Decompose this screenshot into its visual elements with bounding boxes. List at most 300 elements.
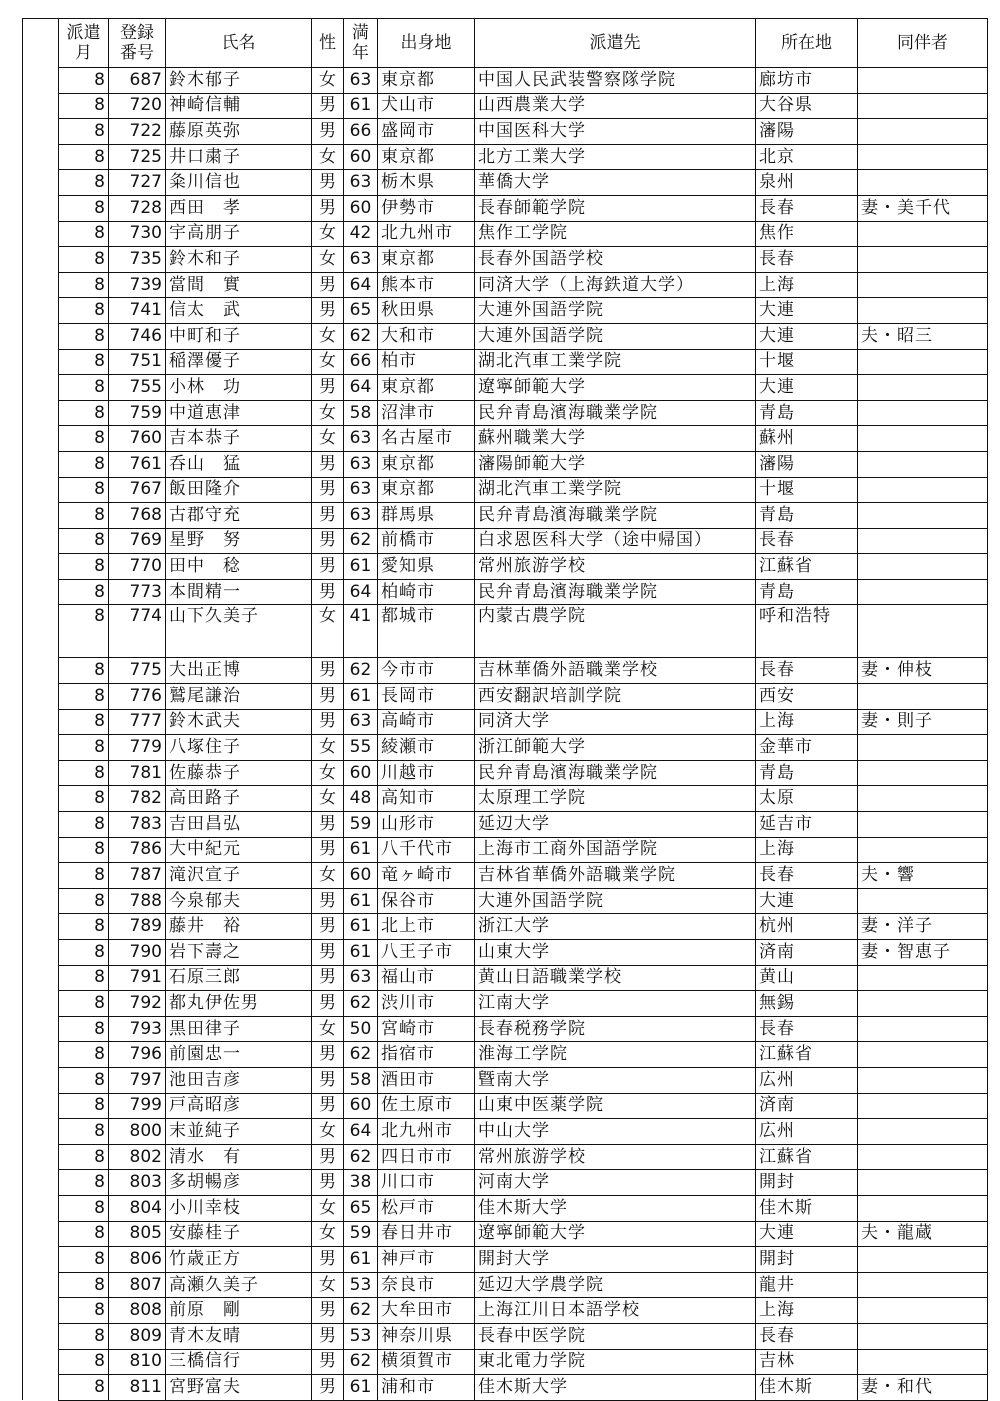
header-age bbox=[344, 19, 378, 68]
cell-companion: 妻・智恵子 bbox=[858, 940, 988, 966]
cell-sex: 男 bbox=[312, 812, 344, 838]
cell-origin: 横須賀市 bbox=[378, 1349, 475, 1375]
cell-month: 8 bbox=[59, 991, 109, 1017]
cell-destination: 佳木斯大学 bbox=[475, 1195, 756, 1221]
table-row bbox=[23, 1298, 988, 1324]
table-row bbox=[23, 272, 988, 298]
cell-companion bbox=[858, 93, 988, 119]
table-row bbox=[23, 375, 988, 401]
margin-cell bbox=[23, 1042, 59, 1068]
cell-month: 8 bbox=[59, 760, 109, 786]
cell-sex: 女 bbox=[312, 426, 344, 452]
table-row bbox=[23, 709, 988, 735]
cell-companion bbox=[858, 1195, 988, 1221]
table-row bbox=[23, 579, 988, 605]
cell-name: 神崎信輔 bbox=[166, 93, 312, 119]
cell-location: 龍井 bbox=[756, 1272, 858, 1298]
table-row bbox=[23, 888, 988, 914]
cell-reg-no: 760 bbox=[109, 426, 166, 452]
cell-reg-no: 769 bbox=[109, 528, 166, 554]
cell-month: 8 bbox=[59, 1016, 109, 1042]
cell-reg-no: 728 bbox=[109, 195, 166, 221]
table-row bbox=[23, 298, 988, 324]
cell-destination: 華僑大学 bbox=[475, 170, 756, 196]
cell-sex: 男 bbox=[312, 1323, 344, 1349]
cell-origin: 東京都 bbox=[378, 375, 475, 401]
cell-location: 長春 bbox=[756, 658, 858, 684]
table-row bbox=[23, 1195, 988, 1221]
table-row bbox=[23, 735, 988, 761]
cell-sex: 男 bbox=[312, 888, 344, 914]
cell-reg-no: 810 bbox=[109, 1349, 166, 1375]
cell-sex: 男 bbox=[312, 940, 344, 966]
cell-location: 廊坊市 bbox=[756, 68, 858, 94]
table-row bbox=[23, 93, 988, 119]
margin-cell bbox=[23, 1323, 59, 1349]
cell-sex: 女 bbox=[312, 349, 344, 375]
cell-reg-no: 788 bbox=[109, 888, 166, 914]
cell-name: 多胡暢彦 bbox=[166, 1170, 312, 1196]
header-destination: 派遣先 bbox=[475, 19, 756, 68]
cell-origin: 秋田県 bbox=[378, 298, 475, 324]
margin-cell bbox=[23, 991, 59, 1017]
cell-sex: 男 bbox=[312, 1349, 344, 1375]
cell-month: 8 bbox=[59, 298, 109, 324]
cell-month: 8 bbox=[59, 323, 109, 349]
cell-destination: 中国医科大学 bbox=[475, 119, 756, 145]
cell-sex: 男 bbox=[312, 1298, 344, 1324]
cell-name: 藤井 裕 bbox=[166, 914, 312, 940]
margin-cell bbox=[23, 195, 59, 221]
cell-age: 60 bbox=[344, 863, 378, 889]
cell-reg-no: 783 bbox=[109, 812, 166, 838]
cell-sex: 女 bbox=[312, 760, 344, 786]
cell-reg-no: 770 bbox=[109, 554, 166, 580]
cell-origin: 川口市 bbox=[378, 1170, 475, 1196]
margin-cell bbox=[23, 605, 59, 658]
cell-month: 8 bbox=[59, 837, 109, 863]
cell-age: 62 bbox=[344, 1298, 378, 1324]
cell-reg-no: 787 bbox=[109, 863, 166, 889]
cell-companion bbox=[858, 579, 988, 605]
cell-reg-no: 773 bbox=[109, 579, 166, 605]
cell-age: 62 bbox=[344, 528, 378, 554]
cell-origin: 群馬県 bbox=[378, 503, 475, 529]
cell-companion bbox=[858, 888, 988, 914]
cell-reg-no: 751 bbox=[109, 349, 166, 375]
cell-destination: 常州旅游学校 bbox=[475, 554, 756, 580]
cell-destination: 湖北汽車工業学院 bbox=[475, 477, 756, 503]
cell-destination: 上海市工商外国語学院 bbox=[475, 837, 756, 863]
header-row bbox=[23, 19, 988, 68]
cell-destination: 長春師範学院 bbox=[475, 195, 756, 221]
cell-location: 延吉市 bbox=[756, 812, 858, 838]
header-month bbox=[59, 19, 109, 68]
cell-name: 宮野富夫 bbox=[166, 1375, 312, 1401]
table-row bbox=[23, 605, 988, 658]
cell-destination: 大連外国語学院 bbox=[475, 888, 756, 914]
cell-age: 64 bbox=[344, 272, 378, 298]
table-row bbox=[23, 144, 988, 170]
cell-origin: 栃木県 bbox=[378, 170, 475, 196]
cell-reg-no: 725 bbox=[109, 144, 166, 170]
cell-sex: 男 bbox=[312, 554, 344, 580]
cell-month: 8 bbox=[59, 812, 109, 838]
cell-age: 58 bbox=[344, 1067, 378, 1093]
cell-companion bbox=[858, 247, 988, 273]
cell-month: 8 bbox=[59, 940, 109, 966]
cell-origin: 長岡市 bbox=[378, 684, 475, 710]
cell-location: 瀋陽 bbox=[756, 451, 858, 477]
cell-month: 8 bbox=[59, 735, 109, 761]
cell-destination: 吉林省華僑外語職業学院 bbox=[475, 863, 756, 889]
margin-cell bbox=[23, 1298, 59, 1324]
cell-destination: 東北電力学院 bbox=[475, 1349, 756, 1375]
margin-cell bbox=[23, 1067, 59, 1093]
cell-destination: 同済大学（上海鉄道大学） bbox=[475, 272, 756, 298]
cell-location: 大連 bbox=[756, 323, 858, 349]
margin-cell bbox=[23, 940, 59, 966]
cell-name: 信太 武 bbox=[166, 298, 312, 324]
cell-name: 岩下壽之 bbox=[166, 940, 312, 966]
margin-cell bbox=[23, 709, 59, 735]
cell-origin: 伊勢市 bbox=[378, 195, 475, 221]
cell-location: 太原 bbox=[756, 786, 858, 812]
header-reg-no-line1: 登録 bbox=[120, 22, 154, 43]
cell-age: 63 bbox=[344, 170, 378, 196]
cell-destination: 吉林華僑外語職業学校 bbox=[475, 658, 756, 684]
margin-cell bbox=[23, 272, 59, 298]
cell-sex: 男 bbox=[312, 1144, 344, 1170]
cell-reg-no: 775 bbox=[109, 658, 166, 684]
cell-reg-no: 792 bbox=[109, 991, 166, 1017]
cell-age: 61 bbox=[344, 554, 378, 580]
cell-age: 42 bbox=[344, 221, 378, 247]
margin-cell bbox=[23, 1272, 59, 1298]
cell-age: 60 bbox=[344, 144, 378, 170]
cell-destination: 遼寧師範大学 bbox=[475, 375, 756, 401]
cell-sex: 女 bbox=[312, 863, 344, 889]
cell-reg-no: 730 bbox=[109, 221, 166, 247]
table-row bbox=[23, 195, 988, 221]
margin-cell bbox=[23, 914, 59, 940]
margin-cell bbox=[23, 528, 59, 554]
cell-destination: 大連外国語学院 bbox=[475, 298, 756, 324]
cell-companion bbox=[858, 1144, 988, 1170]
margin-cell bbox=[23, 554, 59, 580]
table-row bbox=[23, 528, 988, 554]
header-age-line1: 満 bbox=[352, 22, 369, 43]
margin-cell bbox=[23, 1016, 59, 1042]
cell-origin: 高崎市 bbox=[378, 709, 475, 735]
margin-cell bbox=[23, 579, 59, 605]
cell-sex: 男 bbox=[312, 1170, 344, 1196]
cell-destination: 長春税務学院 bbox=[475, 1016, 756, 1042]
cell-reg-no: 727 bbox=[109, 170, 166, 196]
cell-location: 佳木斯 bbox=[756, 1375, 858, 1401]
cell-companion bbox=[858, 837, 988, 863]
cell-destination: 中国人民武装警察隊学院 bbox=[475, 68, 756, 94]
cell-sex: 女 bbox=[312, 323, 344, 349]
cell-companion bbox=[858, 1272, 988, 1298]
cell-reg-no: 790 bbox=[109, 940, 166, 966]
cell-companion bbox=[858, 991, 988, 1017]
cell-companion bbox=[858, 554, 988, 580]
margin-cell bbox=[23, 786, 59, 812]
cell-sex: 女 bbox=[312, 400, 344, 426]
cell-name: 吉本恭子 bbox=[166, 426, 312, 452]
cell-location: 大谷県 bbox=[756, 93, 858, 119]
cell-destination: 黄山日語職業学校 bbox=[475, 965, 756, 991]
table-row bbox=[23, 1323, 988, 1349]
margin-cell bbox=[23, 1375, 59, 1401]
cell-month: 8 bbox=[59, 1375, 109, 1401]
cell-month: 8 bbox=[59, 170, 109, 196]
cell-location: 上海 bbox=[756, 1298, 858, 1324]
cell-companion: 妻・洋子 bbox=[858, 914, 988, 940]
cell-month: 8 bbox=[59, 786, 109, 812]
cell-reg-no: 741 bbox=[109, 298, 166, 324]
cell-sex: 男 bbox=[312, 119, 344, 145]
cell-age: 60 bbox=[344, 760, 378, 786]
cell-sex: 男 bbox=[312, 1042, 344, 1068]
cell-reg-no: 796 bbox=[109, 1042, 166, 1068]
cell-reg-no: 755 bbox=[109, 375, 166, 401]
cell-age: 60 bbox=[344, 1093, 378, 1119]
cell-month: 8 bbox=[59, 1323, 109, 1349]
cell-companion: 妻・美千代 bbox=[858, 195, 988, 221]
cell-month: 8 bbox=[59, 247, 109, 273]
cell-origin: 東京都 bbox=[378, 477, 475, 503]
cell-name: 末並純子 bbox=[166, 1119, 312, 1145]
cell-destination: 延辺大学 bbox=[475, 812, 756, 838]
cell-name: 山下久美子 bbox=[166, 605, 312, 658]
cell-destination: 内蒙古農学院 bbox=[475, 605, 756, 658]
table-row bbox=[23, 991, 988, 1017]
table-row bbox=[23, 1144, 988, 1170]
cell-age: 66 bbox=[344, 349, 378, 375]
cell-companion: 夫・昭三 bbox=[858, 323, 988, 349]
cell-destination: 蘇州職業大学 bbox=[475, 426, 756, 452]
cell-name: 西田 孝 bbox=[166, 195, 312, 221]
table-row bbox=[23, 786, 988, 812]
margin-cell bbox=[23, 684, 59, 710]
cell-location: 十堰 bbox=[756, 477, 858, 503]
cell-reg-no: 797 bbox=[109, 1067, 166, 1093]
cell-location: 江蘇省 bbox=[756, 1144, 858, 1170]
cell-month: 8 bbox=[59, 579, 109, 605]
cell-location: 青島 bbox=[756, 760, 858, 786]
cell-month: 8 bbox=[59, 605, 109, 658]
cell-sex: 男 bbox=[312, 709, 344, 735]
cell-origin: 四日市市 bbox=[378, 1144, 475, 1170]
cell-month: 8 bbox=[59, 1170, 109, 1196]
cell-age: 59 bbox=[344, 1221, 378, 1247]
cell-name: 戸高昭彦 bbox=[166, 1093, 312, 1119]
cell-origin: 大牟田市 bbox=[378, 1298, 475, 1324]
cell-destination: 民弁青島濱海職業学院 bbox=[475, 400, 756, 426]
cell-location: 上海 bbox=[756, 272, 858, 298]
table-row bbox=[23, 658, 988, 684]
cell-name: 井口粛子 bbox=[166, 144, 312, 170]
cell-name: 高田路子 bbox=[166, 786, 312, 812]
cell-location: 開封 bbox=[756, 1247, 858, 1273]
cell-destination: 遼寧師範大学 bbox=[475, 1221, 756, 1247]
cell-companion: 妻・伸枝 bbox=[858, 658, 988, 684]
cell-month: 8 bbox=[59, 477, 109, 503]
cell-sex: 男 bbox=[312, 272, 344, 298]
cell-location: 十堰 bbox=[756, 349, 858, 375]
cell-companion bbox=[858, 451, 988, 477]
cell-location: 長春 bbox=[756, 1323, 858, 1349]
cell-origin: 神奈川県 bbox=[378, 1323, 475, 1349]
cell-sex: 男 bbox=[312, 1067, 344, 1093]
margin-cell bbox=[23, 888, 59, 914]
cell-destination: 山東大学 bbox=[475, 940, 756, 966]
margin-cell bbox=[23, 19, 59, 68]
cell-destination: 河南大学 bbox=[475, 1170, 756, 1196]
cell-origin: 東京都 bbox=[378, 451, 475, 477]
table-row bbox=[23, 837, 988, 863]
margin-cell bbox=[23, 349, 59, 375]
cell-reg-no: 807 bbox=[109, 1272, 166, 1298]
margin-cell bbox=[23, 1119, 59, 1145]
cell-location: 長春 bbox=[756, 528, 858, 554]
table-row bbox=[23, 1119, 988, 1145]
table-row bbox=[23, 451, 988, 477]
cell-companion bbox=[858, 170, 988, 196]
cell-sex: 男 bbox=[312, 1247, 344, 1273]
margin-cell bbox=[23, 837, 59, 863]
cell-location: 焦作 bbox=[756, 221, 858, 247]
cell-location: 長春 bbox=[756, 247, 858, 273]
cell-name: 飯田隆介 bbox=[166, 477, 312, 503]
cell-companion: 妻・和代 bbox=[858, 1375, 988, 1401]
cell-age: 66 bbox=[344, 119, 378, 145]
cell-destination: 上海江川日本語学校 bbox=[475, 1298, 756, 1324]
header-sex: 性 bbox=[312, 19, 344, 68]
cell-destination: 民弁青島濱海職業学院 bbox=[475, 503, 756, 529]
cell-location: 大連 bbox=[756, 298, 858, 324]
cell-age: 59 bbox=[344, 812, 378, 838]
cell-reg-no: 800 bbox=[109, 1119, 166, 1145]
cell-origin: 柏崎市 bbox=[378, 579, 475, 605]
cell-companion: 妻・則子 bbox=[858, 709, 988, 735]
table-row bbox=[23, 221, 988, 247]
cell-origin: 指宿市 bbox=[378, 1042, 475, 1068]
table-row bbox=[23, 119, 988, 145]
cell-location: 長春 bbox=[756, 1016, 858, 1042]
cell-location: 泉州 bbox=[756, 170, 858, 196]
cell-month: 8 bbox=[59, 426, 109, 452]
cell-companion bbox=[858, 1298, 988, 1324]
cell-age: 63 bbox=[344, 426, 378, 452]
cell-month: 8 bbox=[59, 888, 109, 914]
cell-sex: 男 bbox=[312, 451, 344, 477]
table-row bbox=[23, 1221, 988, 1247]
cell-name: 古郡守充 bbox=[166, 503, 312, 529]
header-origin: 出身地 bbox=[378, 19, 475, 68]
table-row bbox=[23, 863, 988, 889]
table-row bbox=[23, 554, 988, 580]
cell-sex: 男 bbox=[312, 965, 344, 991]
cell-name: 田中 稔 bbox=[166, 554, 312, 580]
table-row bbox=[23, 68, 988, 94]
cell-sex: 男 bbox=[312, 684, 344, 710]
cell-name: 中道恵津 bbox=[166, 400, 312, 426]
cell-month: 8 bbox=[59, 1349, 109, 1375]
margin-cell bbox=[23, 119, 59, 145]
cell-age: 63 bbox=[344, 68, 378, 94]
cell-origin: 綾瀬市 bbox=[378, 735, 475, 761]
cell-origin: 浦和市 bbox=[378, 1375, 475, 1401]
table-row bbox=[23, 1170, 988, 1196]
cell-month: 8 bbox=[59, 272, 109, 298]
cell-companion bbox=[858, 144, 988, 170]
cell-age: 55 bbox=[344, 735, 378, 761]
cell-age: 63 bbox=[344, 247, 378, 273]
cell-companion bbox=[858, 221, 988, 247]
margin-cell bbox=[23, 400, 59, 426]
cell-age: 64 bbox=[344, 375, 378, 401]
cell-origin: 柏市 bbox=[378, 349, 475, 375]
cell-location: 大連 bbox=[756, 888, 858, 914]
margin-cell bbox=[23, 503, 59, 529]
cell-name: 前園忠一 bbox=[166, 1042, 312, 1068]
cell-reg-no: 793 bbox=[109, 1016, 166, 1042]
cell-location: 江蘇省 bbox=[756, 1042, 858, 1068]
cell-month: 8 bbox=[59, 400, 109, 426]
cell-companion bbox=[858, 1016, 988, 1042]
cell-reg-no: 759 bbox=[109, 400, 166, 426]
cell-age: 61 bbox=[344, 837, 378, 863]
table-row bbox=[23, 1375, 988, 1401]
cell-reg-no: 722 bbox=[109, 119, 166, 145]
cell-reg-no: 791 bbox=[109, 965, 166, 991]
margin-cell bbox=[23, 1195, 59, 1221]
margin-cell bbox=[23, 170, 59, 196]
cell-reg-no: 804 bbox=[109, 1195, 166, 1221]
cell-origin: 北九州市 bbox=[378, 1119, 475, 1145]
table-row bbox=[23, 1067, 988, 1093]
cell-month: 8 bbox=[59, 1042, 109, 1068]
cell-destination: 焦作工学院 bbox=[475, 221, 756, 247]
cell-age: 61 bbox=[344, 684, 378, 710]
table-row bbox=[23, 503, 988, 529]
cell-companion bbox=[858, 786, 988, 812]
cell-reg-no: 776 bbox=[109, 684, 166, 710]
cell-sex: 女 bbox=[312, 1016, 344, 1042]
cell-sex: 女 bbox=[312, 221, 344, 247]
cell-location: 済南 bbox=[756, 1093, 858, 1119]
cell-name: 大中紀元 bbox=[166, 837, 312, 863]
cell-name: 池田吉彦 bbox=[166, 1067, 312, 1093]
cell-location: 大連 bbox=[756, 375, 858, 401]
cell-age: 38 bbox=[344, 1170, 378, 1196]
cell-month: 8 bbox=[59, 1144, 109, 1170]
cell-age: 63 bbox=[344, 477, 378, 503]
margin-cell bbox=[23, 144, 59, 170]
cell-companion bbox=[858, 400, 988, 426]
cell-reg-no: 809 bbox=[109, 1323, 166, 1349]
cell-age: 48 bbox=[344, 786, 378, 812]
cell-location: 瀋陽 bbox=[756, 119, 858, 145]
cell-sex: 女 bbox=[312, 735, 344, 761]
cell-age: 53 bbox=[344, 1272, 378, 1298]
cell-origin: 大和市 bbox=[378, 323, 475, 349]
cell-month: 8 bbox=[59, 221, 109, 247]
margin-cell bbox=[23, 1247, 59, 1273]
